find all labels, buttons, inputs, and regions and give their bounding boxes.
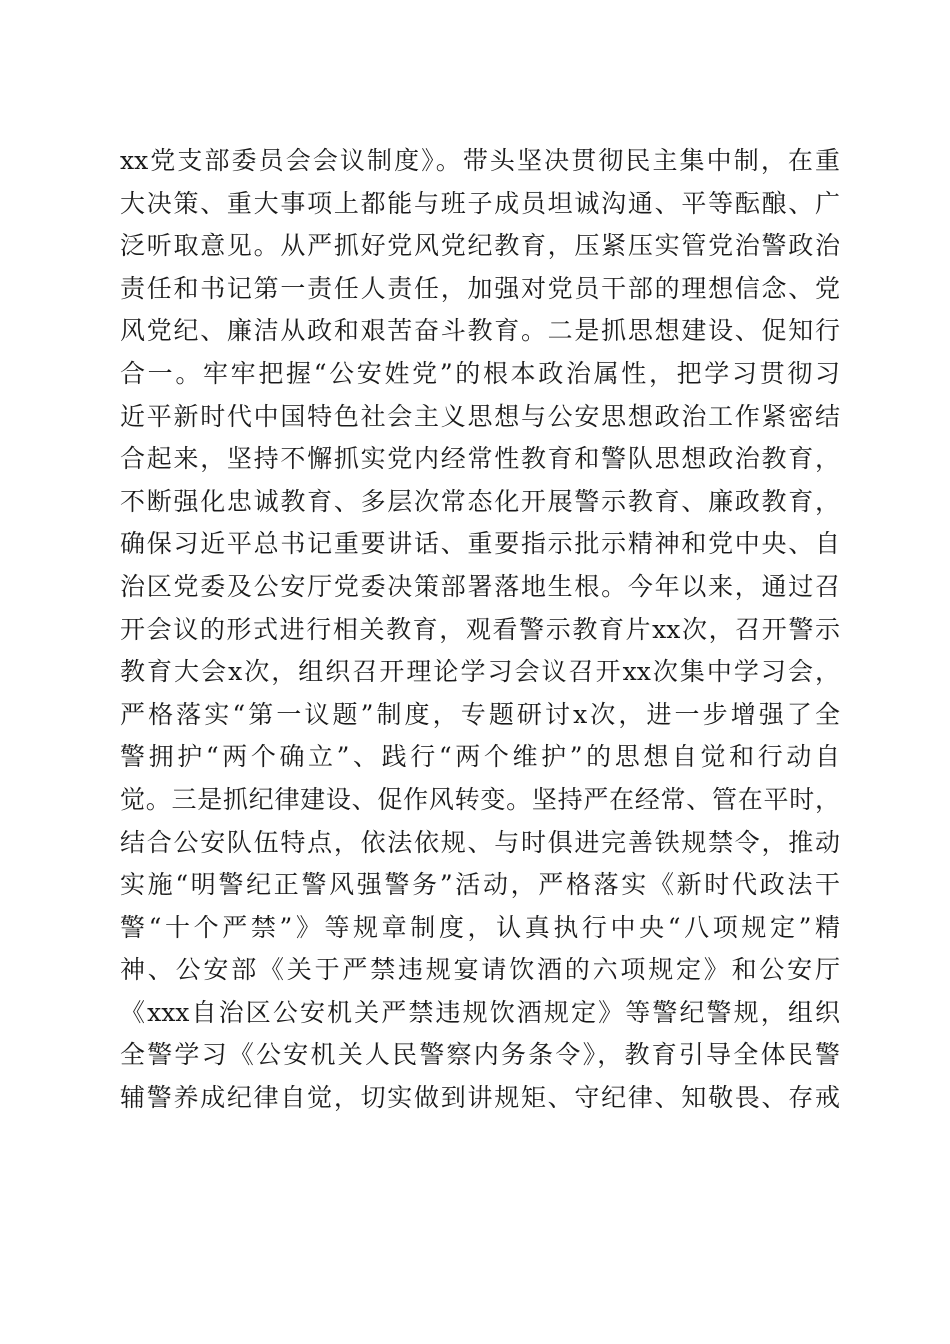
text-line: 泛听取意见。从严抓好党风党纪教育，压紧压实管党治警政治: [120, 231, 840, 261]
text-line: 警拥护“两个确立”、践行“两个维护”的思想自觉和行动自: [120, 742, 840, 772]
text-line: 结合公安队伍特点，依法依规、与时俱进完善铁规禁令，推动: [120, 827, 840, 857]
text-line: 治区党委及公安厅党委决策部署落地生根。今年以来，通过召: [120, 571, 840, 601]
text-line: 《xxx自治区公安机关严禁违规饮酒规定》等警纪警规，组织: [120, 997, 840, 1027]
body-paragraph: [120, 140, 840, 1120]
text-line: xx党支部委员会会议制度》。带头坚决贯彻民主集中制，在重: [120, 146, 840, 175]
text-line: 风党纪、廉洁从政和艰苦奋斗教育。二是抓思想建设、促知行: [120, 316, 840, 346]
text-line: 辅警养成纪律自觉，切实做到讲规矩、守纪律、知敬畏、存戒: [120, 1083, 840, 1113]
text-line: 神、公安部《关于严禁违规宴请饮酒的六项规定》和公安厅: [120, 955, 840, 985]
text-line: 觉。三是抓纪律建设、促作风转变。坚持严在经常、管在平时，: [120, 784, 840, 814]
text-line: 开会议的形式进行相关教育，观看警示教育片xx次，召开警示: [120, 614, 840, 644]
text-line: 大决策、重大事项上都能与班子成员坦诚沟通、平等酝酿、广: [120, 188, 840, 218]
text-line: 教育大会x次，组织召开理论学习会议召开xx次集中学习会，: [120, 657, 840, 687]
text-line: 实施“明警纪正警风强警务”活动，严格落实《新时代政法干: [120, 870, 840, 900]
text-line: 合起来，坚持不懈抓实党内经常性教育和警队思想政治教育，: [120, 444, 840, 474]
text-line: 不断强化忠诚教育、多层次常态化开展警示教育、廉政教育，: [120, 486, 840, 516]
text-line: 近平新时代中国特色社会主义思想与公安思想政治工作紧密结: [120, 401, 840, 431]
text-line: 全警学习《公安机关人民警察内务条令》，教育引导全体民警: [120, 1040, 840, 1070]
text-line: 责任和书记第一责任人责任，加强对党员干部的理想信念、党: [120, 273, 840, 303]
text-line: 合一。牢牢把握“公安姓党”的根本政治属性，把学习贯彻习: [120, 358, 840, 388]
text-line: 警“十个严禁”》等规章制度，认真执行中央“八项规定”精: [120, 912, 840, 942]
text-line: 确保习近平总书记重要讲话、重要指示批示精神和党中央、自: [120, 529, 840, 559]
text-line: 严格落实“第一议题”制度，专题研讨x次，进一步增强了全: [120, 699, 840, 729]
